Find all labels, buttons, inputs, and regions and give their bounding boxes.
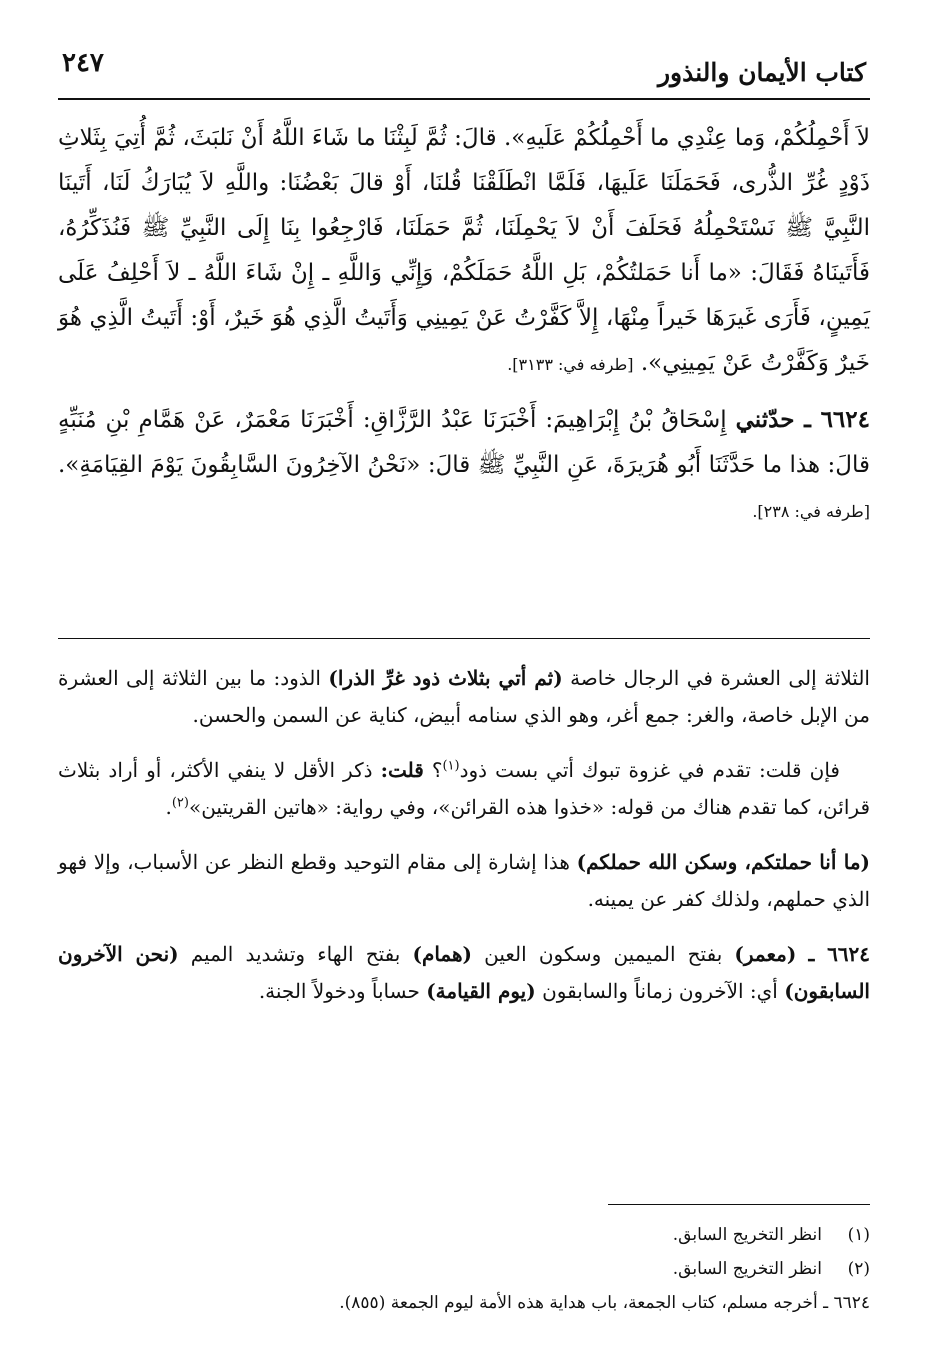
comment-text: حساباً ودخولاً الجنة. xyxy=(258,979,420,1003)
comment-text: بفتح الميمين وسكون العين xyxy=(484,942,723,966)
comment-number: ٦٦٢٤ ـ xyxy=(808,942,871,966)
footnote-separator xyxy=(608,1204,870,1205)
footnotes-section xyxy=(58,1218,870,1320)
hadith-number: ٦٦٢٤ ـ حدّثني xyxy=(735,406,870,433)
comment-quote: (نحن الآخرون السابقون) xyxy=(58,942,870,1003)
commentary-paragraph-2 xyxy=(58,752,870,826)
comment-text: الثلاثة إلى العشرة في الرجال خاصة xyxy=(570,666,870,690)
comment-text: . xyxy=(165,795,172,819)
footnote-2 xyxy=(58,1252,870,1286)
comment-text: ؟ xyxy=(431,758,443,782)
main-separator xyxy=(58,638,870,639)
hadith-continuation xyxy=(58,116,870,387)
footnote-3 xyxy=(58,1286,870,1320)
comment-quote: (ما أنا حملتكم، وسكن الله حملكم) xyxy=(576,850,870,874)
footnote-mark: (٢) xyxy=(847,1259,870,1279)
hadith-reference: [طرفه في: ٣١٣٣]. xyxy=(507,355,634,374)
comment-quote: (همام) xyxy=(412,942,472,966)
hadith-reference: [طرفه في: ٢٣٨]. xyxy=(752,502,870,521)
comment-keyword: قلت: xyxy=(380,758,424,782)
commentary-paragraph-3 xyxy=(58,844,870,918)
footnote-ref[interactable]: (٢) xyxy=(171,795,189,811)
hadith-text: لاَ أَحْمِلُكُمْ، وَما عِنْدِي ما أَحْمِلُكُمْ عَلَيهِ». قالَ: ثُمَّ لَبِثْنَا ما شَاءَ اللَّهُ أَنْ نَلبَثَ، ثُمَّ أُتِيَ بِثَلاثِ ذَوْدٍ غُرِّ الذُّرى، فَحَمَلَنَا عَلَيهَا، فَلَمَّا انْطَلَقْنَا قُلنَا، أَوْ قالَ بَعْضُنَا: واللَّهِ لاَ يُبَارَكُ لَنَا، أَتَينَا النَّبِيَّ ﷺ نَسْتَحْمِلُهُ فَحَلَفَ أَنْ لاَ يَحْمِلَنَا، ثُمَّ حَمَلَنَا، فَارْجِعُوا بِنَا إِلَى النَّبِيِّ ﷺ فَنُذَكِّرُهُ، فَأَتَينَاهُ فَقَالَ: «ما أَنا حَمَلتُكُمْ، بَلِ اللَّهُ حَمَلَكُمْ، وَإِنِّي وَاللَّهِ ـ إِنْ شَاءَ اللَّهُ ـ لاَ أَحْلِفُ عَلَى يَمِينٍ، فَأَرَى غَيرَهَا خَيراً مِنْهَا، إِلاَّ كَفَّرْتُ عَنْ يَمِينِي وَأَتَيتُ الَّذِي هُوَ خَيرٌ، أَوْ: أَتَيتُ الَّذِي هُوَ خَيرٌ وَكَفَّرْتُ عَنْ يَمِينِي». xyxy=(58,125,870,376)
hadith-section xyxy=(58,116,870,534)
commentary-paragraph-4 xyxy=(58,936,870,1010)
comment-text: الذود: ما بين الثلاثة إلى العشرة من الإبل خاصة، والغر: جمع أغر، وهو الذي سنامه أبيض، كناية عن السمن والحسن. xyxy=(58,666,870,727)
comment-text: بفتح الهاء وتشديد الميم xyxy=(190,942,401,966)
footnote-text: أخرجه مسلم، كتاب الجمعة، باب هداية هذه الأمة ليوم الجمعة (٨٥٥). xyxy=(339,1293,818,1313)
comment-text: فإن قلت: تقدم في غزوة تبوك أتي بست ذود xyxy=(459,758,840,782)
page-number: ٢٤٧ xyxy=(62,48,104,78)
comment-quote: (يوم القيامة) xyxy=(426,979,536,1003)
footnote-mark: (١) xyxy=(847,1225,870,1245)
footnote-text: انظر التخريج السابق. xyxy=(672,1225,822,1245)
footnote-1 xyxy=(58,1218,870,1252)
comment-quote: (ثم أتي بثلاث ذود غرِّ الذرا) xyxy=(328,666,563,690)
hadith-text: إِسْحَاقُ بْنُ إِبْرَاهِيمَ: أَخْبَرَنَا عَبْدُ الرَّزَّاقِ: أَخْبَرَنَا مَعْمَرٌ، عَنْ هَمَّامِ بْنِ مُنَبِّهٍ قالَ: هذا ما حَدَّثَنَا أَبُو هُرَيرَةَ، عَنِ النَّبِيِّ ﷺ قالَ: «نَحْنُ الآخِرُونَ السَّابِقُونَ يَوْمَ القِيَامَةِ». xyxy=(58,407,870,478)
comment-text: ذكر الأقل لا ينفي الأكثر، أو أراد بثلاث قرائن، كما تقدم هناك من قوله: «خذوا هذه القرائن»، وفي رواية: «هاتين القريتين» xyxy=(58,758,870,819)
footnote-text: انظر التخريج السابق. xyxy=(672,1259,822,1279)
comment-text: هذا إشارة إلى مقام التوحيد وقطع النظر عن الأسباب، وإلا فهو الذي حملهم، ولذلك كفر عن يمينه. xyxy=(58,850,870,911)
hadith-6624 xyxy=(58,397,870,534)
book-page xyxy=(58,40,870,1330)
comment-quote: (معمر) xyxy=(734,942,797,966)
footnote-mark: ٦٦٢٤ ـ xyxy=(823,1293,870,1313)
commentary-paragraph-1 xyxy=(58,660,870,734)
book-title: كتاب الأيمان والنذور xyxy=(657,58,866,87)
page-header xyxy=(58,40,870,100)
footnote-ref[interactable]: (١) xyxy=(442,758,460,774)
comment-text: أي: الآخرون زماناً والسابقون xyxy=(542,979,778,1003)
commentary-section xyxy=(58,660,870,1028)
